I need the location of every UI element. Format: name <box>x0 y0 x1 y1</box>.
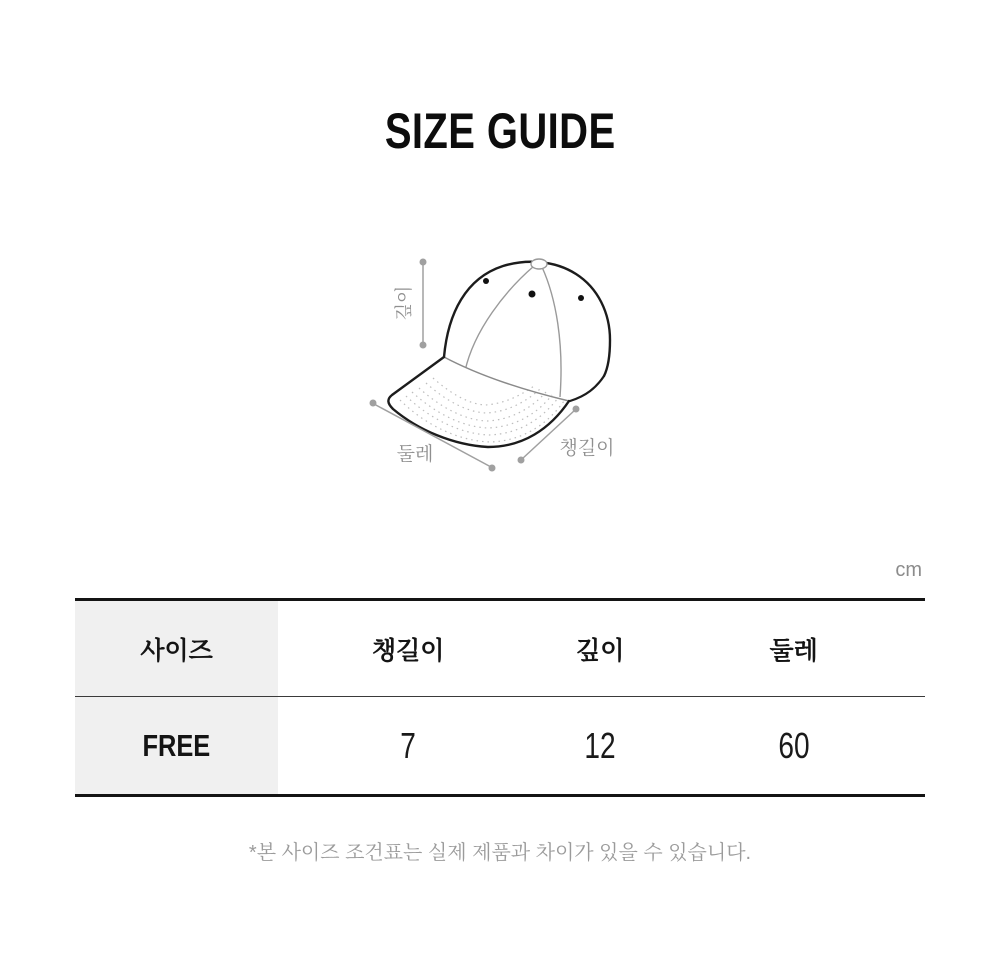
cell-depth-value: 12 <box>584 724 616 766</box>
unit-label: cm <box>895 559 922 581</box>
page-title-text: SIZE GUIDE <box>384 103 616 159</box>
header-cell-depth: 깊이 <box>576 636 625 665</box>
cap-illustration <box>358 243 672 485</box>
cell-brim-length-value: 7 <box>400 724 416 766</box>
cap-eyelet-center <box>529 291 536 298</box>
size-table-data-row <box>75 697 925 794</box>
cap-button <box>531 259 547 269</box>
circumference-label: 둘레 <box>396 444 434 465</box>
cap-eyelet-left <box>483 278 489 284</box>
header-cell-brim-length: 챙길이 <box>371 636 445 665</box>
cell-circumference-value: 60 <box>778 724 810 766</box>
size-table <box>75 598 925 797</box>
page-title <box>0 103 1000 159</box>
header-cell-circumference: 둘레 <box>769 636 818 665</box>
footnote: *본 사이즈 조건표는 실제 제품과 차이가 있을 수 있습니다. <box>248 842 752 864</box>
size-table-header-row <box>75 601 925 697</box>
depth-label: 깊이 <box>394 285 414 321</box>
depth-measure <box>420 259 427 349</box>
brim-length-label: 챙길이 <box>559 438 615 459</box>
header-cell-size: 사이즈 <box>75 601 278 696</box>
cell-size-name: FREE <box>75 697 278 794</box>
cap-eyelet-right <box>578 295 584 301</box>
